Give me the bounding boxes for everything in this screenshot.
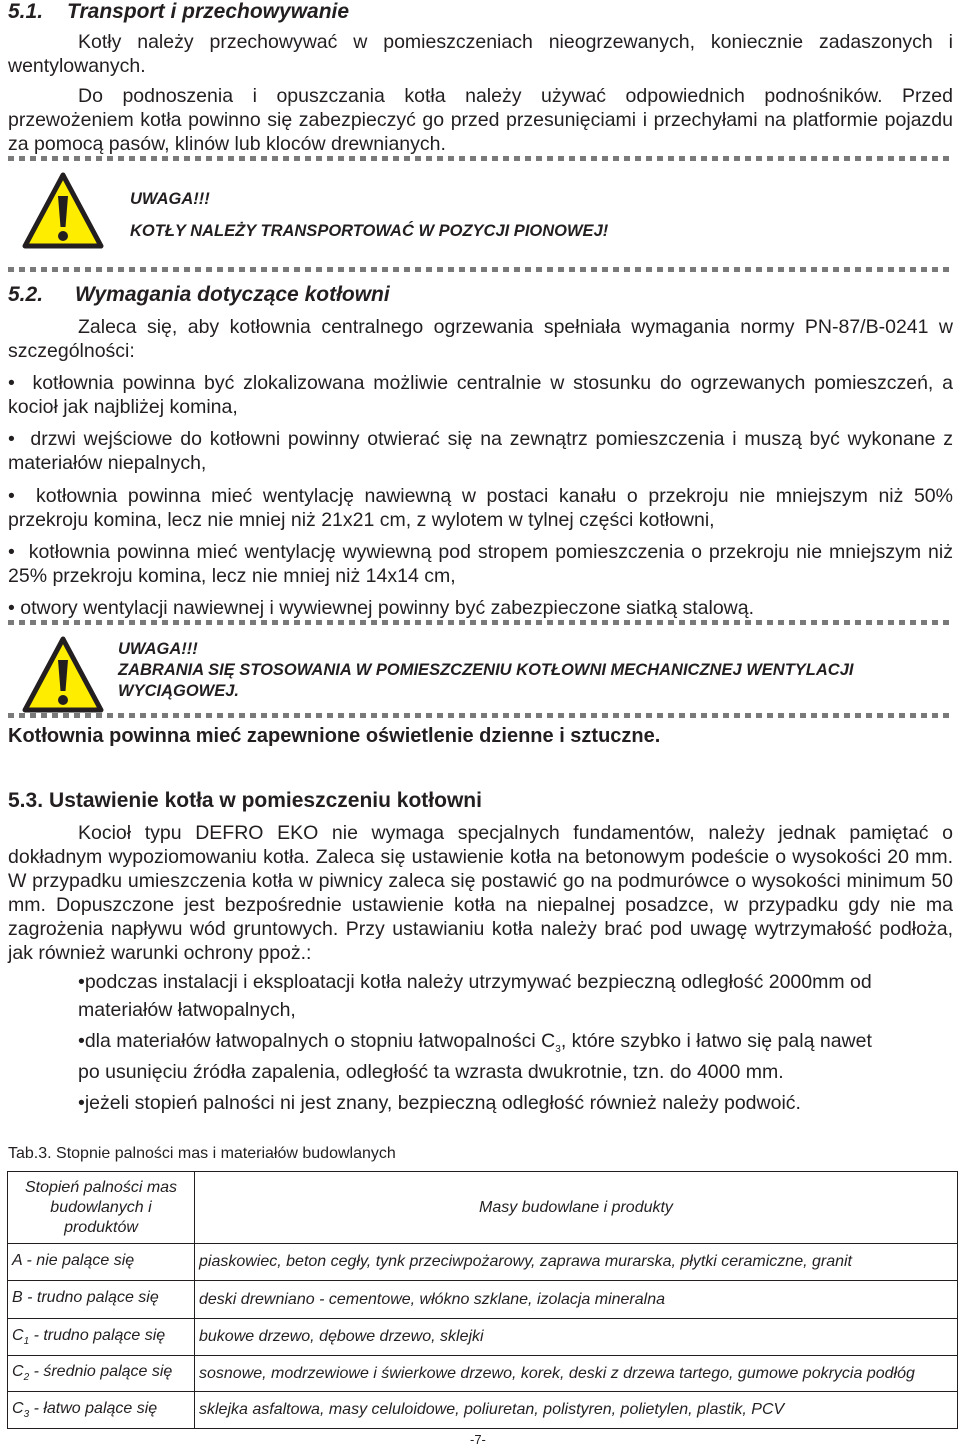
- warning-text: ZABRANIA SIĘ STOSOWANIA W POMIESZCZENIU KOTŁOWNI MECHANICZNEJ WENTYLACJI WYCIĄGOWEJ.: [118, 661, 854, 700]
- table-cell: $C_3$ - łatwo palące się: [8, 1392, 195, 1429]
- warning-triangle-icon: [22, 172, 104, 250]
- warning-triangle-icon: [22, 636, 104, 714]
- table-row: [8, 1244, 958, 1281]
- lighting-requirement: Kotłownia powinna mieć zapewnione oświetlenie dzienne i sztuczne.: [8, 725, 661, 747]
- divider: [8, 267, 952, 272]
- paragraph: Kocioł typu DEFRO EKO nie wymaga specjalnych fundamentów, należy jednak pamiętać o dokładnym wypoziomowaniu kotła. Zaleca się ustawienie kotła na betonowym podeście o wysokości 20 mm. W przypadku umieszczenia kotła w piwnicy zaleca się postawić go na podmurówce o wysokości minimum 50 mm. Dopuszczone jest bezpośrednie ustawienie kotła na niepalnej posadzce, w przypadku gdy nie ma zagrożenia napływu wód gruntowych. Przy ustawianiu kotła należy brać pod uwagę wytrzymałość podłoża, jak również warunki ochrony ppoż.:: [8, 822, 953, 964]
- list-item: • drzwi wejściowe do kotłowni powinny otwierać się na zewnątrz pomieszczenia i muszą być wykonane z materiałów niepalnych,: [8, 428, 953, 474]
- divider: [8, 156, 952, 161]
- table-cell: sklejka asfaltowa, masy celuloidowe, poliuretan, polistyren, polietylen, plastik, PCV: [195, 1392, 958, 1429]
- table-row: [8, 1356, 958, 1392]
- section-number: 5.2.: [8, 283, 44, 306]
- list-item: • kotłownia powinna mieć wentylację nawiewną w postaci kanału o przekroju nie mniejszym niż 50% przekroju komina, lecz nie mniej niż 21x21 cm, z wylotem w tylnej części kotłowni,: [8, 485, 953, 531]
- paragraph: Zaleca się, aby kotłownia centralnego ogrzewania spełniała wymagania normy PN-87/B-0241 w szczególności:: [8, 316, 953, 362]
- list-item: •dla materiałów łatwopalnych o stopniu łatwopalności $C_3$, które szybko i łatwo się palą nawet: [78, 1030, 872, 1055]
- list-item: • kotłownia powinna być zlokalizowana możliwie centralnie w stosunku do ogrzewanych pomieszczeń, a kocioł jak najbliżej komina,: [8, 372, 953, 418]
- section-heading-5-2: [8, 283, 390, 307]
- table-cell: A - nie palące się: [8, 1244, 195, 1281]
- table-caption: Tab.3. Stopnie palności mas i materiałów budowlanych: [8, 1145, 396, 1162]
- list-item: •jeżeli stopień palności ni jest znany, bezpieczną odległość również należy podwoić.: [78, 1092, 801, 1114]
- table-cell: piaskowiec, beton cegły, tynk przeciwpożarowy, zaprawa murarska, płytki ceramiczne, granit: [195, 1244, 958, 1281]
- list-item: •podczas instalacji i eksploatacji kotła należy utrzymywać bezpieczną odległość 2000mm od: [78, 971, 872, 993]
- list-item: • otwory wentylacji nawiewnej i wywiewnej powinny być zabezpieczone siatką stalową.: [8, 597, 755, 619]
- divider: [8, 713, 952, 718]
- table-row: [8, 1392, 958, 1429]
- list-item: materiałów łatwopalnych,: [78, 999, 296, 1021]
- section-number: 5.1.: [8, 0, 44, 23]
- list-item: • kotłownia powinna mieć wentylację wywiewną pod stropem pomieszczenia o przekroju nie mniejszym niż 25% przekroju komina, lecz nie mniej niż 14x14 cm,: [8, 541, 953, 587]
- section-title: Wymagania dotyczące kotłowni: [75, 283, 390, 306]
- table-cell: $C_2$ - średnio palące się: [8, 1356, 195, 1392]
- warning-text: KOTŁY NALEŻY TRANSPORTOWAĆ W POZYCJI PIONOWEJ!: [130, 222, 609, 240]
- table-header-cell: Masy budowlane i produkty: [195, 1172, 958, 1244]
- section-title: Ustawienie kotła w pomieszczeniu kotłowni: [49, 789, 482, 812]
- table-cell: $C_1$ - trudno palące się: [8, 1319, 195, 1356]
- page-number: -7-: [470, 1432, 486, 1447]
- table-row: [8, 1281, 958, 1319]
- flammability-table: [7, 1171, 958, 1429]
- section-heading-5-1: [8, 0, 349, 24]
- list-item: po usunięciu źródła zapalenia, odległość ta wzrasta dwukrotnie, tzn. do 4000 mm.: [78, 1061, 784, 1083]
- table-cell: bukowe drzewo, dębowe drzewo, sklejki: [195, 1319, 958, 1356]
- table-cell: deski drewniano - cementowe, włókno szklane, izolacja mineralna: [195, 1281, 958, 1319]
- section-number: 5.3.: [8, 789, 44, 812]
- divider: [8, 620, 952, 625]
- paragraph: Kotły należy przechowywać w pomieszczeniach nieogrzewanych, koniecznie zadaszonych i wentylowanych.: [8, 31, 953, 77]
- warning-title: UWAGA!!!: [118, 640, 198, 658]
- paragraph: Do podnoszenia i opuszczania kotła należy używać odpowiednich podnośników. Przed przewożeniem kotła powinno się zabezpieczyć go przed przesunięciami i przechyłami na platformie pojazdu za pomocą pasów, klinów lub kloców drewnianych.: [8, 85, 953, 155]
- warning-title: UWAGA!!!: [130, 190, 210, 208]
- table-cell: sosnowe, modrzewiowe i świerkowe drzewo, korek, deski z drzewa tartego, gumowe pokrycia podłóg: [195, 1356, 958, 1392]
- table-row: [8, 1319, 958, 1356]
- table-header-cell: Stopień palności mas budowlanych i produktów: [8, 1172, 195, 1244]
- table-cell: B - trudno palące się: [8, 1281, 195, 1319]
- table-header-row: [8, 1172, 958, 1244]
- section-heading-5-3: [8, 789, 482, 813]
- section-title: Transport i przechowywanie: [67, 0, 350, 23]
